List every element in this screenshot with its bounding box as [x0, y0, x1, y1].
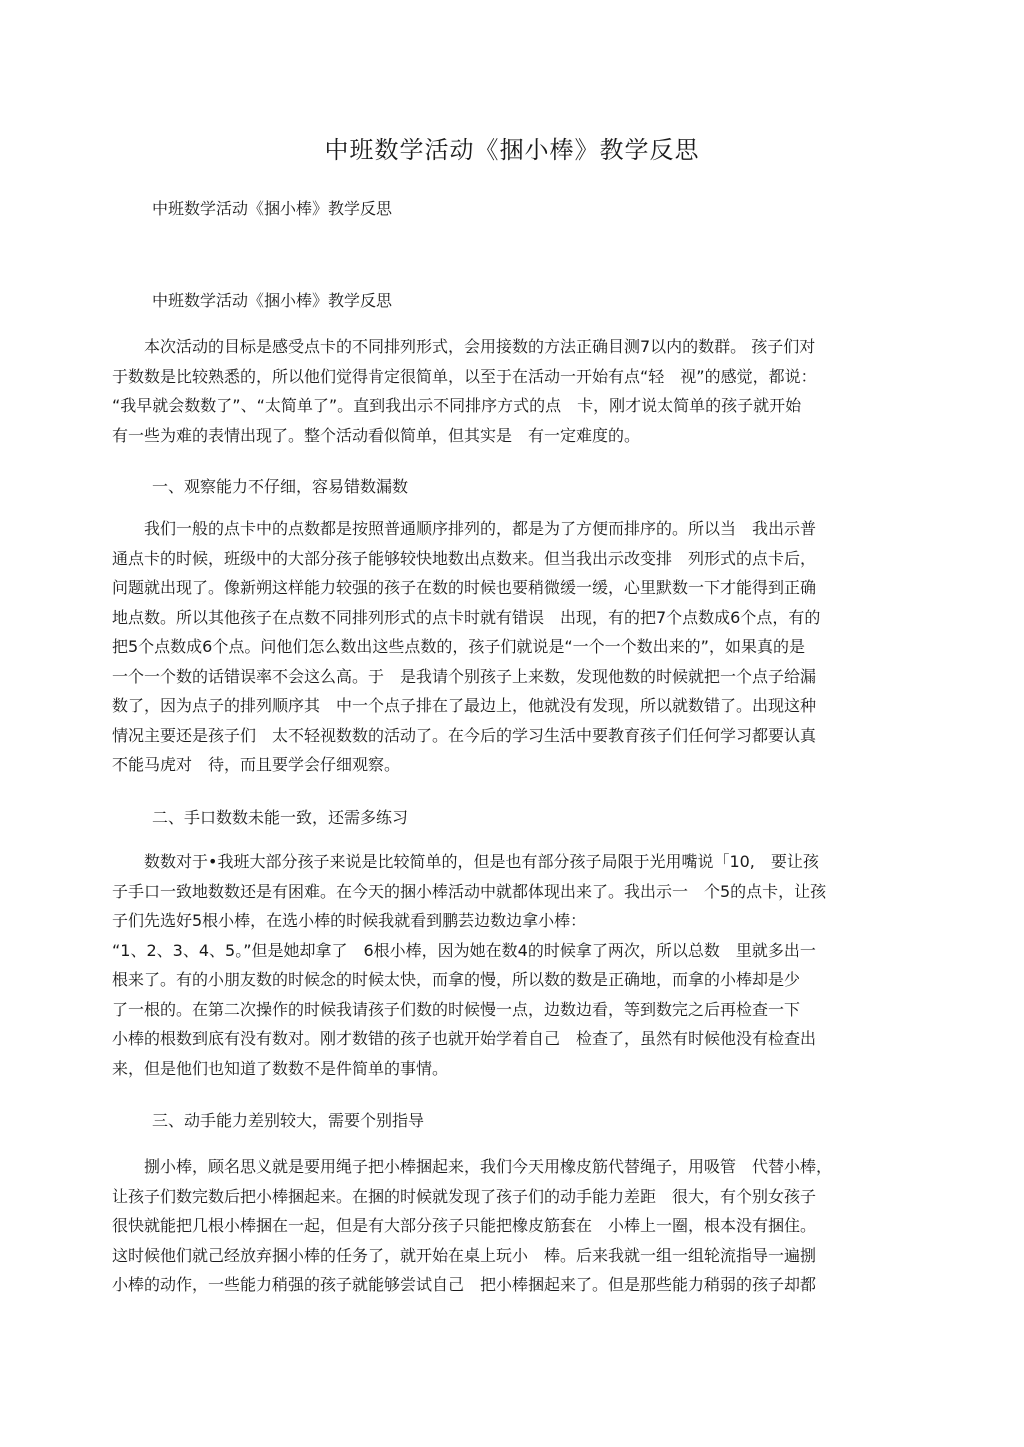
- paragraph-line: 本次活动的目标是感受点卡的不同排列形式，会用接数的方法正确目测7以内的数群。 孩子们对: [112, 337, 816, 356]
- paragraph-line: 地点数。所以其他孩子在点数不同排列形式的点卡时就有错误 出现，有的把7个点数成6个点，有的: [112, 607, 821, 627]
- section-heading-2: 二、手口数数未能一致，还需多练习: [152, 808, 409, 827]
- section-heading-1: 一、观察能力不仔细，容易错数漏数: [152, 477, 409, 496]
- paragraph-line: 子手口一致地数数还是有困难。在今天的捆小棒活动中就都体现出来了。我出示一 个5的点卡，让孩: [112, 881, 827, 901]
- paragraph-line: 小棒的根数到底有没有数对。刚才数错的孩子也就开始学着自己 检查了，虽然有时候他没有检查出: [112, 1029, 817, 1048]
- paragraph-line: 捌小棒，顾名思义就是要用绳子把小棒捆起来，我们今天用橡皮筋代替绳子，用吸管 代替小棒，: [112, 1157, 833, 1176]
- paragraph-line: 让孩子们数完数后把小棒捆起来。在捆的时候就发现了孩子们的动手能力差距 很大，有个别女孩子: [112, 1186, 817, 1206]
- paragraph-line: 一个一个数的话错误率不会这么高。于 是我请个别孩子上来数，发现他数的时候就把一个点子给漏: [112, 666, 817, 686]
- paragraph-line: 有一些为难的表情出现了。整个活动看似简单，但其实是 有一定难度的。: [112, 425, 641, 445]
- paragraph-line: 了一根的。在第二次操作的时候我请孩子们数的时候慢一点，边数边看，等到数完之后再检查一下: [112, 999, 801, 1019]
- paragraph-line: 通点卡的时候，班级中的大部分孩子能够较快地数出点数来。但当我出示改变排 列形式的点卡后，: [112, 548, 817, 568]
- paragraph-line: 问题就出现了。像新朔这样能力较强的孩子在数的时候也要稍微缓一缓，心里默数一下才能得到正确: [112, 578, 817, 597]
- paragraph-line: 情况主要还是孩子们 太不轻视数数的活动了。在今后的学习生活中要教育孩子们任何学习都要认真: [112, 725, 817, 745]
- document-title: 中班数学活动《捆小棒》教学反思: [324, 136, 700, 164]
- paragraph-section-2: [112, 847, 912, 1083]
- paragraph-line: 我们一般的点卡中的点数都是按照普通顺序排列的，都是为了方便而排序的。所以当 我出示普: [112, 519, 817, 538]
- section-heading-3: 三、动手能力差别较大，需要个别指导: [152, 1111, 425, 1130]
- document-subtitle-repeat: 中班数学活动《捆小棒》教学反思: [152, 291, 393, 310]
- paragraph-intro: [112, 332, 912, 450]
- paragraph-line: “我早就会数数了”、“太简单了”。直到我出示不同排序方式的点 卡，刚才说太简单的孩子就开始: [112, 396, 802, 415]
- paragraph-line: 数数对于•我班大部分孩子来说是比较简单的，但是也有部分孩子局限于光用嘴说「10, 要让孩: [112, 852, 819, 871]
- paragraph-line: 很快就能把几根小棒捆在一起，但是有大部分孩子只能把橡皮筋套在 小棒上一圈，根本没有捆住。: [112, 1216, 817, 1235]
- paragraph-line: 这时候他们就己经放弃捆小棒的任务了，就开始在桌上玩小 棒。后来我就一组一组轮流指导一遍捌: [112, 1245, 817, 1265]
- paragraph-line: “1、2、3、4、5。”但是她却拿了 6根小棒，因为她在数4的时候拿了两次，所以总数 里就多出一: [112, 940, 816, 960]
- paragraph-section-3: [112, 1152, 912, 1300]
- paragraph-line: 子们先选好5根小棒，在选小棒的时候我就看到鹏芸边数边拿小棒：: [112, 911, 587, 930]
- paragraph-line: 不能马虎对 待，而且要学会仔细观察。: [112, 755, 401, 774]
- paragraph-line: 来，但是他们也知道了数数不是件简单的事情。: [112, 1058, 449, 1078]
- paragraph-line: 根来了。有的小朋友数的时候念的时候太快，而拿的慢，所以数的数是正确地，而拿的小棒却是少: [112, 970, 801, 989]
- paragraph-line: 小棒的动作，一些能力稍强的孩子就能够尝试自己 把小棒捆起来了。但是那些能力稍弱的孩子却都: [112, 1275, 817, 1294]
- paragraph-line: 于数数是比较熟悉的，所以他们觉得肯定很简单，以至于在活动一开始有点“轻 视”的感觉，都说：: [112, 366, 817, 386]
- paragraph-section-1: [112, 514, 912, 780]
- paragraph-line: 数了，因为点子的排列顺序其 中一个点子排在了最边上，他就没有发现，所以就数错了。出现这种: [112, 696, 817, 715]
- document-subtitle: 中班数学活动《捆小棒》教学反思: [152, 199, 393, 218]
- paragraph-line: 把5个点数成6个点。问他们怎么数出这些点数的，孩子们就说是“一个一个数出来的”，如果真的是: [112, 637, 805, 656]
